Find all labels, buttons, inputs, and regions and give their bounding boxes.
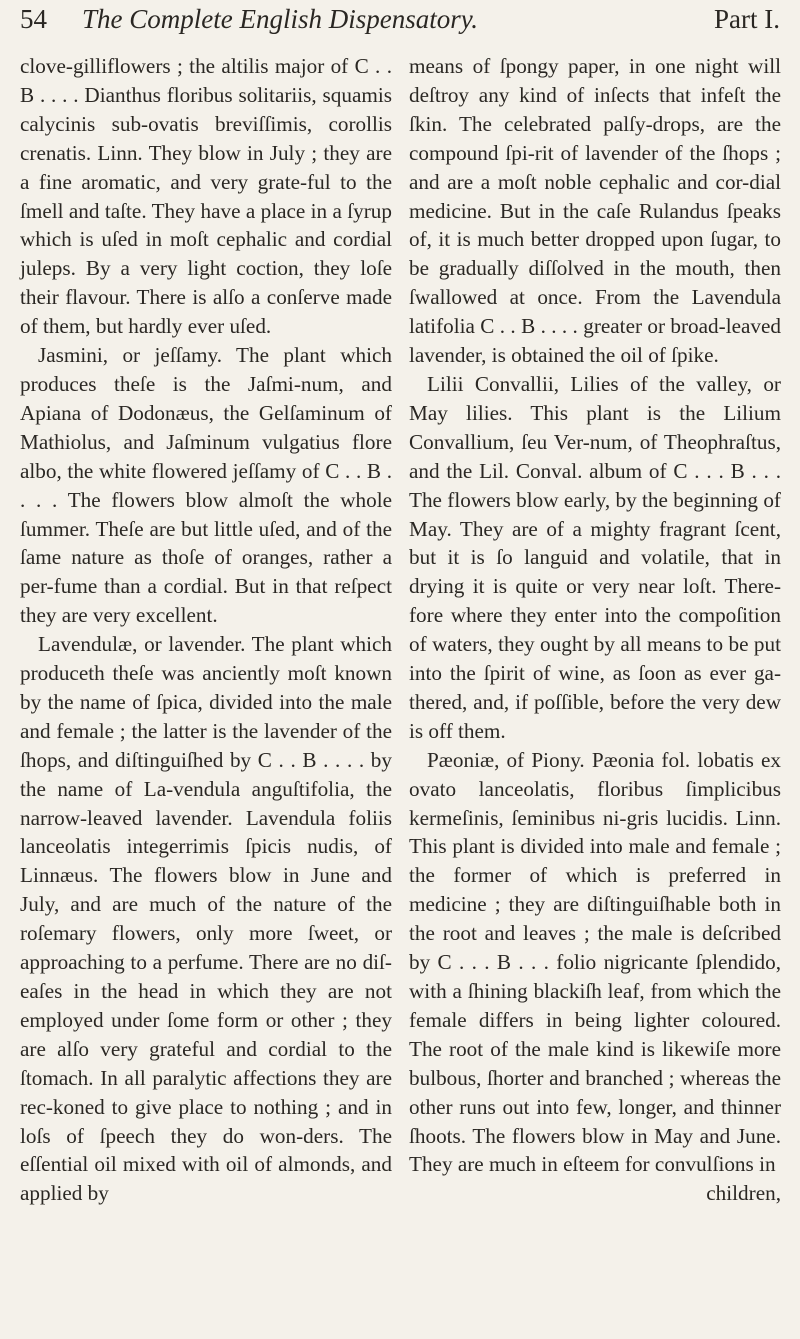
paragraph-clove-gilliflowers: clove-gilliflowers ; the altilis major of C . . B . . . . Dianthus floribus solitariis, squamis calycinis sub-ovatis breviſſimis, corollis crenatis. Linn. They blow in July ; they are a fine aromatic, and very grate-ful to the ſmell and taſte. They have a place in a ſyrup which is uſed in moſt cephalic and cordial juleps. By a very light coction, they loſe their flavour. There is alſo a conſerve made of them, but hardly ever uſed.	[20, 54, 392, 339]
paragraph-lavendulae: Lavendulæ, or lavender. The plant which produceth theſe was anciently moſt known by the name of ſpica, divided into the male and female ; the latter is the lavender of the ſhops, and diſtinguiſhed by C . . B . . . . by the name of La-vendula anguſtifolia, the narrow-leaved lavender. Lavendula foliis lanceolatis integerrimis ſpicis nudis, of Linnæus. The flowers blow in June and July, and are much of the nature of the roſemary flowers, only more ſweet, or approaching to a perfume. There are no diſ-eaſes in the head in which they are not employed under ſome form or other ; they are alſo very grateful and cordial to the ſtomach. In all paralytic affections they are rec-koned to give place to nothing ; and in loſs of ſpeech they do won-ders. The eſſential oil mixed with oil of almonds, and applied by	[20, 632, 392, 1206]
running-header	[20, 4, 780, 44]
page-number: 54	[20, 4, 47, 34]
paragraph-jasmini: Jasmini, or jeſſamy. The plant which produces theſe is the Jaſmi-num, and Apiana of Dodonæus, the Gelſaminum of Mathiolus, and Jaſminum vulgatius flore albo, the white flowered jeſſamy of C . . B . . . . The flowers blow almoſt the whole ſummer. Theſe are but little uſed, and of the ſame nature as thoſe of oranges, rather a per-fume than a cordial. But in that reſpect they are very excellent.	[20, 343, 392, 628]
catchword: children,	[706, 1181, 781, 1206]
running-title: The Complete English Dispensatory.	[82, 4, 478, 34]
part-label: Part I.	[714, 4, 780, 34]
left-column	[20, 52, 392, 1208]
right-column	[409, 52, 781, 1208]
paragraph-paeoniae: Pæoniæ, of Piony. Pæonia fol. lobatis ex ovato lanceolatis, floribus ſimplicibus kermeſinis, ſeminibus ni-gris lucidis. Linn. This plant is divided into male and female ; the former of which is preferred in medicine ; they are diſtinguiſhable both in the root and leaves ; the male is deſcribed by C . . . B . . . folio nigricante ſplendido, with a ſhining blackiſh leaf, from which the female differs in being lighter coloured. The root of the male kind is likewiſe more bulbous, ſhorter and branched ; whereas the other runs out into few, longer, and thinner ſhoots. The flowers blow in May and June. They are much in eſteem for convulſions in	[409, 747, 781, 1177]
paragraph-lilii-convallii: Lilii Convallii, Lilies of the valley, or May lilies. This plant is the Lilium Convallium, ſeu Ver-num, of Theophraſtus, and the Lil. Conval. album of C . . . B . . . The flowers blow early, by the beginning of May. They are of a mighty fragrant ſcent, but it is ſo languid and volatile, that in drying it is quite or very near loſt. There-fore where they enter into the compoſition of waters, they ought by all means to be put into the ſpirit of wine, as ſoon as ever ga-thered, and, if poſſible, before the very dew is off them.	[409, 371, 781, 743]
paragraph-lavender-continued: means of ſpongy paper, in one night will deſtroy any kind of inſects that infeſt the ſkin. The celebrated palſy-drops, are the compound ſpi-rit of lavender of the ſhops ; and are a moſt noble cephalic and cor-dial medicine. But in the caſe Rulandus ſpeaks of, it is much better dropped upon ſugar, to be gradually diſſolved in the mouth, then ſwallowed at once. From the Lavendula latifolia C . . B . . . . greater or broad-leaved lavender, is obtained the oil of ſpike.	[409, 54, 781, 368]
